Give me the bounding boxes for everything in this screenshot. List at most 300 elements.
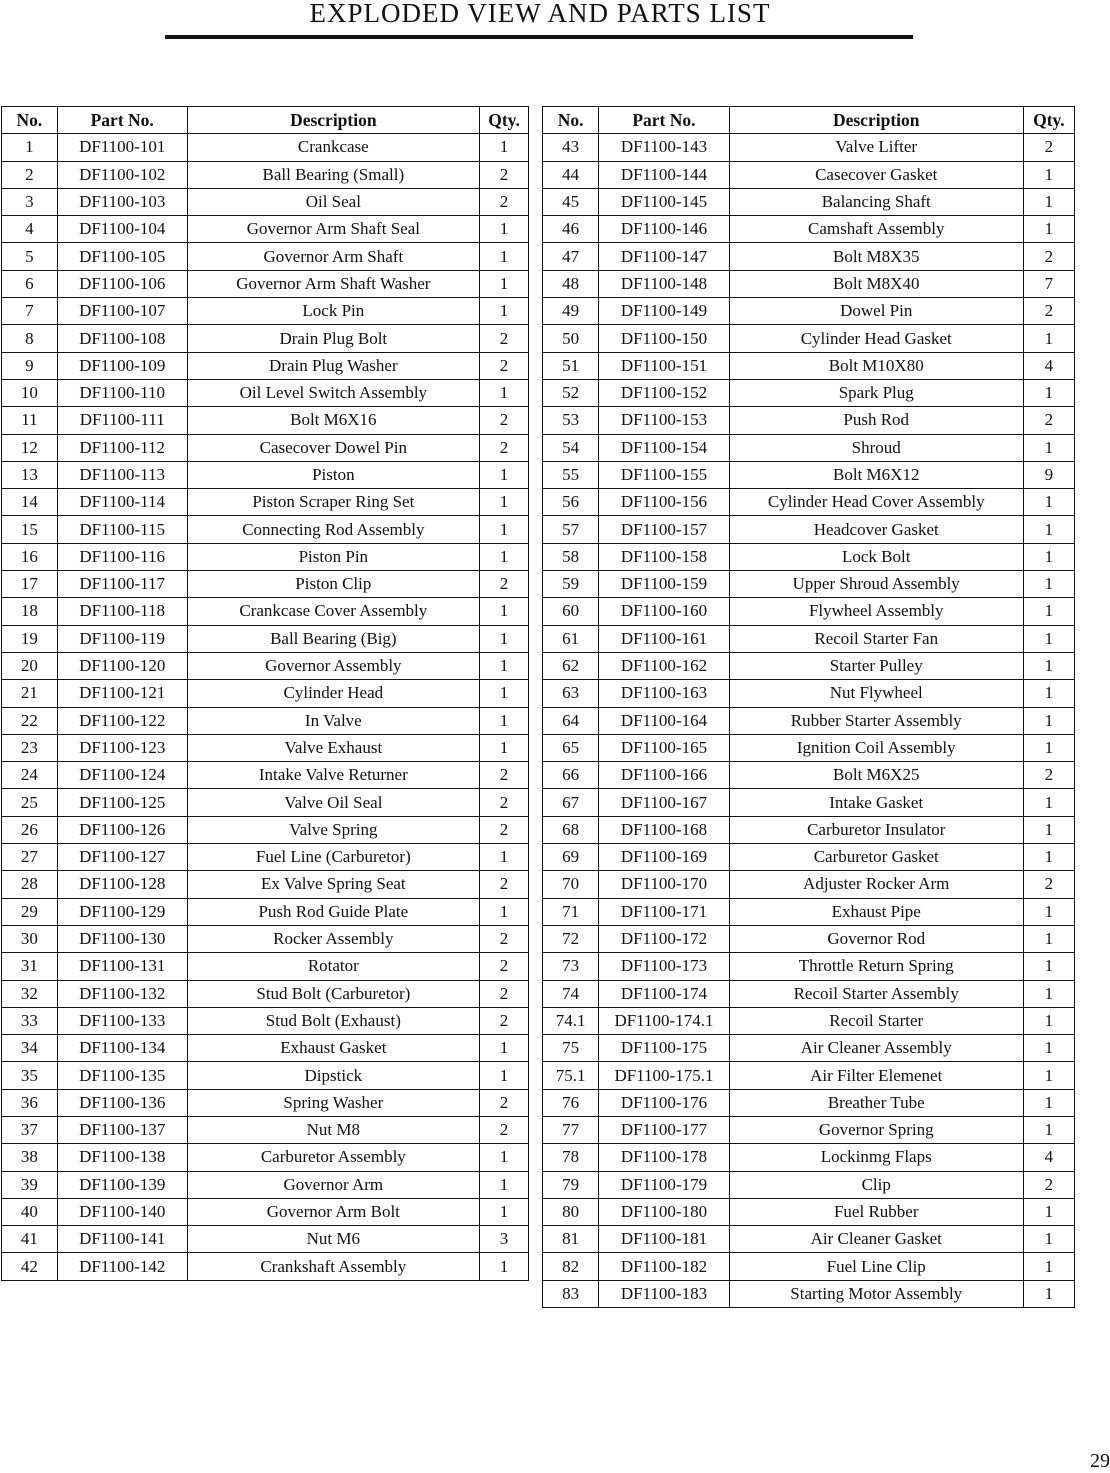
cell-no: 76 xyxy=(543,1089,599,1116)
cell-part-no: DF1100-114 xyxy=(57,489,187,516)
cell-no: 24 xyxy=(2,762,58,789)
cell-no: 47 xyxy=(543,243,599,270)
table-row xyxy=(2,844,529,871)
cell-no: 64 xyxy=(543,707,599,734)
cell-qty: 1 xyxy=(1023,1226,1074,1253)
cell-no: 20 xyxy=(2,652,58,679)
table-row xyxy=(543,707,1075,734)
cell-description: Bolt M6X16 xyxy=(187,407,479,434)
table-row xyxy=(2,789,529,816)
cell-qty: 1 xyxy=(1023,1116,1074,1143)
cell-no: 14 xyxy=(2,489,58,516)
cell-description: Intake Valve Returner xyxy=(187,762,479,789)
cell-no: 4 xyxy=(2,216,58,243)
cell-qty: 1 xyxy=(480,298,529,325)
table-row xyxy=(543,1007,1075,1034)
cell-qty: 2 xyxy=(480,1089,529,1116)
cell-no: 35 xyxy=(2,1062,58,1089)
cell-qty: 9 xyxy=(1023,461,1074,488)
table-row xyxy=(543,1198,1075,1225)
cell-part-no: DF1100-183 xyxy=(599,1280,729,1307)
cell-qty: 2 xyxy=(480,980,529,1007)
cell-description: Push Rod Guide Plate xyxy=(187,898,479,925)
cell-description: Cylinder Head xyxy=(187,680,479,707)
table-row xyxy=(2,379,529,406)
table-row xyxy=(543,953,1075,980)
cell-part-no: DF1100-105 xyxy=(57,243,187,270)
cell-description: Oil Level Switch Assembly xyxy=(187,379,479,406)
table-row xyxy=(543,898,1075,925)
cell-description: Dowel Pin xyxy=(729,298,1023,325)
cell-description: Rotator xyxy=(187,953,479,980)
table-row xyxy=(2,1171,529,1198)
cell-qty: 1 xyxy=(1023,707,1074,734)
table-row xyxy=(2,543,529,570)
cell-no: 1 xyxy=(2,134,58,161)
cell-part-no: DF1100-111 xyxy=(57,407,187,434)
cell-no: 54 xyxy=(543,434,599,461)
table-row xyxy=(543,844,1075,871)
cell-no: 55 xyxy=(543,461,599,488)
cell-part-no: DF1100-178 xyxy=(599,1144,729,1171)
cell-qty: 1 xyxy=(1023,953,1074,980)
cell-qty: 1 xyxy=(1023,680,1074,707)
cell-no: 78 xyxy=(543,1144,599,1171)
cell-description: Camshaft Assembly xyxy=(729,216,1023,243)
cell-description: Governor Spring xyxy=(729,1116,1023,1143)
table-row xyxy=(543,598,1075,625)
table-row xyxy=(543,925,1075,952)
cell-no: 83 xyxy=(543,1280,599,1307)
cell-part-no: DF1100-138 xyxy=(57,1144,187,1171)
table-row xyxy=(543,1226,1075,1253)
cell-description: Crankcase Cover Assembly xyxy=(187,598,479,625)
cell-description: Lockinmg Flaps xyxy=(729,1144,1023,1171)
cell-part-no: DF1100-108 xyxy=(57,325,187,352)
table-row xyxy=(543,516,1075,543)
cell-description: Bolt M10X80 xyxy=(729,352,1023,379)
cell-qty: 1 xyxy=(1023,325,1074,352)
table-row xyxy=(2,434,529,461)
cell-description: Piston Pin xyxy=(187,543,479,570)
cell-qty: 1 xyxy=(1023,925,1074,952)
cell-description: Casecover Dowel Pin xyxy=(187,434,479,461)
cell-qty: 1 xyxy=(480,707,529,734)
cell-description: Ignition Coil Assembly xyxy=(729,734,1023,761)
table-row xyxy=(543,352,1075,379)
cell-description: Bolt M8X35 xyxy=(729,243,1023,270)
cell-no: 69 xyxy=(543,844,599,871)
cell-part-no: DF1100-126 xyxy=(57,816,187,843)
cell-description: Piston xyxy=(187,461,479,488)
table-row xyxy=(2,1198,529,1225)
table-row xyxy=(543,1144,1075,1171)
table-row xyxy=(543,734,1075,761)
cell-part-no: DF1100-170 xyxy=(599,871,729,898)
cell-part-no: DF1100-134 xyxy=(57,1035,187,1062)
cell-no: 13 xyxy=(2,461,58,488)
cell-no: 19 xyxy=(2,625,58,652)
cell-qty: 2 xyxy=(1023,134,1074,161)
cell-qty: 1 xyxy=(1023,1035,1074,1062)
cell-description: Governor Arm Shaft xyxy=(187,243,479,270)
cell-part-no: DF1100-128 xyxy=(57,871,187,898)
cell-no: 31 xyxy=(2,953,58,980)
cell-description: Nut Flywheel xyxy=(729,680,1023,707)
cell-qty: 1 xyxy=(1023,188,1074,215)
cell-part-no: DF1100-118 xyxy=(57,598,187,625)
cell-description: Ex Valve Spring Seat xyxy=(187,871,479,898)
cell-part-no: DF1100-149 xyxy=(599,298,729,325)
cell-qty: 1 xyxy=(480,379,529,406)
cell-description: Dipstick xyxy=(187,1062,479,1089)
cell-qty: 2 xyxy=(480,1116,529,1143)
cell-part-no: DF1100-169 xyxy=(599,844,729,871)
cell-part-no: DF1100-135 xyxy=(57,1062,187,1089)
table-row xyxy=(543,407,1075,434)
table-row xyxy=(543,489,1075,516)
cell-no: 15 xyxy=(2,516,58,543)
cell-part-no: DF1100-113 xyxy=(57,461,187,488)
cell-part-no: DF1100-159 xyxy=(599,571,729,598)
cell-no: 66 xyxy=(543,762,599,789)
cell-part-no: DF1100-102 xyxy=(57,161,187,188)
cell-qty: 2 xyxy=(480,571,529,598)
page-title: EXPLODED VIEW AND PARTS LIST xyxy=(309,0,771,28)
header-no: No. xyxy=(2,107,58,134)
cell-qty: 1 xyxy=(480,680,529,707)
cell-part-no: DF1100-179 xyxy=(599,1171,729,1198)
cell-description: Exhaust Gasket xyxy=(187,1035,479,1062)
cell-description: Carburetor Gasket xyxy=(729,844,1023,871)
cell-no: 34 xyxy=(2,1035,58,1062)
table-row xyxy=(2,980,529,1007)
cell-no: 33 xyxy=(2,1007,58,1034)
cell-part-no: DF1100-174.1 xyxy=(599,1007,729,1034)
cell-part-no: DF1100-153 xyxy=(599,407,729,434)
cell-description: Nut M6 xyxy=(187,1226,479,1253)
cell-no: 74.1 xyxy=(543,1007,599,1034)
cell-part-no: DF1100-104 xyxy=(57,216,187,243)
table-row xyxy=(2,680,529,707)
cell-qty: 1 xyxy=(1023,489,1074,516)
cell-part-no: DF1100-177 xyxy=(599,1116,729,1143)
table-row xyxy=(2,461,529,488)
parts-table-right xyxy=(542,106,1075,1308)
cell-no: 75.1 xyxy=(543,1062,599,1089)
table-row xyxy=(2,325,529,352)
table-row xyxy=(543,1253,1075,1280)
table-row xyxy=(2,598,529,625)
cell-description: Governor Arm Shaft Washer xyxy=(187,270,479,297)
table-row xyxy=(543,816,1075,843)
cell-part-no: DF1100-133 xyxy=(57,1007,187,1034)
cell-part-no: DF1100-166 xyxy=(599,762,729,789)
cell-no: 23 xyxy=(2,734,58,761)
cell-qty: 1 xyxy=(480,1144,529,1171)
cell-qty: 1 xyxy=(1023,571,1074,598)
table-row xyxy=(543,379,1075,406)
cell-description: Crankshaft Assembly xyxy=(187,1253,479,1280)
cell-part-no: DF1100-107 xyxy=(57,298,187,325)
parts-table-right-body xyxy=(543,134,1075,1308)
cell-description: Valve Spring xyxy=(187,816,479,843)
cell-no: 53 xyxy=(543,407,599,434)
cell-description: Oil Seal xyxy=(187,188,479,215)
cell-description: Rocker Assembly xyxy=(187,925,479,952)
cell-description: Valve Lifter xyxy=(729,134,1023,161)
table-row xyxy=(2,1116,529,1143)
cell-description: Valve Oil Seal xyxy=(187,789,479,816)
header-qty: Qty. xyxy=(480,107,529,134)
cell-qty: 2 xyxy=(480,325,529,352)
table-row xyxy=(543,434,1075,461)
cell-part-no: DF1100-168 xyxy=(599,816,729,843)
table-row xyxy=(2,516,529,543)
cell-description: Ball Bearing (Small) xyxy=(187,161,479,188)
cell-qty: 2 xyxy=(1023,871,1074,898)
table-row xyxy=(2,216,529,243)
cell-no: 37 xyxy=(2,1116,58,1143)
cell-description: Fuel Line Clip xyxy=(729,1253,1023,1280)
table-row xyxy=(543,188,1075,215)
table-row xyxy=(2,953,529,980)
cell-qty: 3 xyxy=(480,1226,529,1253)
cell-description: Recoil Starter Assembly xyxy=(729,980,1023,1007)
cell-qty: 1 xyxy=(1023,625,1074,652)
table-row xyxy=(2,489,529,516)
cell-no: 12 xyxy=(2,434,58,461)
cell-no: 57 xyxy=(543,516,599,543)
cell-part-no: DF1100-150 xyxy=(599,325,729,352)
table-row xyxy=(543,680,1075,707)
cell-part-no: DF1100-182 xyxy=(599,1253,729,1280)
cell-part-no: DF1100-137 xyxy=(57,1116,187,1143)
cell-no: 68 xyxy=(543,816,599,843)
cell-description: Stud Bolt (Carburetor) xyxy=(187,980,479,1007)
cell-part-no: DF1100-174 xyxy=(599,980,729,1007)
cell-qty: 1 xyxy=(480,489,529,516)
cell-qty: 1 xyxy=(1023,734,1074,761)
table-row xyxy=(2,734,529,761)
table-row xyxy=(543,1062,1075,1089)
cell-qty: 1 xyxy=(1023,598,1074,625)
table-row xyxy=(2,134,529,161)
cell-part-no: DF1100-110 xyxy=(57,379,187,406)
cell-qty: 1 xyxy=(480,598,529,625)
cell-description: In Valve xyxy=(187,707,479,734)
cell-no: 36 xyxy=(2,1089,58,1116)
cell-description: Balancing Shaft xyxy=(729,188,1023,215)
cell-no: 38 xyxy=(2,1144,58,1171)
cell-part-no: DF1100-165 xyxy=(599,734,729,761)
cell-description: Connecting Rod Assembly xyxy=(187,516,479,543)
cell-part-no: DF1100-156 xyxy=(599,489,729,516)
cell-description: Cylinder Head Gasket xyxy=(729,325,1023,352)
cell-no: 29 xyxy=(2,898,58,925)
cell-no: 61 xyxy=(543,625,599,652)
cell-description: Fuel Rubber xyxy=(729,1198,1023,1225)
cell-qty: 1 xyxy=(480,734,529,761)
table-header-row xyxy=(543,107,1075,134)
cell-part-no: DF1100-161 xyxy=(599,625,729,652)
cell-no: 40 xyxy=(2,1198,58,1225)
cell-part-no: DF1100-130 xyxy=(57,925,187,952)
cell-part-no: DF1100-155 xyxy=(599,461,729,488)
cell-no: 21 xyxy=(2,680,58,707)
cell-part-no: DF1100-143 xyxy=(599,134,729,161)
cell-description: Drain Plug Washer xyxy=(187,352,479,379)
table-row xyxy=(2,1226,529,1253)
cell-no: 3 xyxy=(2,188,58,215)
table-row xyxy=(543,1171,1075,1198)
cell-qty: 2 xyxy=(480,407,529,434)
cell-part-no: DF1100-158 xyxy=(599,543,729,570)
cell-qty: 1 xyxy=(1023,1062,1074,1089)
parts-table-left-body xyxy=(2,134,529,1280)
cell-part-no: DF1100-117 xyxy=(57,571,187,598)
cell-part-no: DF1100-175 xyxy=(599,1035,729,1062)
cell-no: 73 xyxy=(543,953,599,980)
cell-no: 30 xyxy=(2,925,58,952)
table-row xyxy=(2,925,529,952)
cell-qty: 1 xyxy=(480,898,529,925)
table-row xyxy=(2,1253,529,1280)
cell-qty: 1 xyxy=(480,1035,529,1062)
cell-part-no: DF1100-121 xyxy=(57,680,187,707)
cell-description: Governor Arm Shaft Seal xyxy=(187,216,479,243)
cell-qty: 1 xyxy=(1023,789,1074,816)
cell-qty: 2 xyxy=(1023,407,1074,434)
cell-no: 65 xyxy=(543,734,599,761)
cell-qty: 1 xyxy=(480,134,529,161)
cell-qty: 1 xyxy=(1023,1089,1074,1116)
cell-part-no: DF1100-106 xyxy=(57,270,187,297)
cell-qty: 1 xyxy=(480,1171,529,1198)
header-description: Description xyxy=(729,107,1023,134)
table-row xyxy=(2,352,529,379)
cell-description: Rubber Starter Assembly xyxy=(729,707,1023,734)
cell-no: 2 xyxy=(2,161,58,188)
cell-part-no: DF1100-123 xyxy=(57,734,187,761)
cell-no: 67 xyxy=(543,789,599,816)
table-row xyxy=(2,898,529,925)
cell-description: Fuel Line (Carburetor) xyxy=(187,844,479,871)
cell-description: Casecover Gasket xyxy=(729,161,1023,188)
header-qty: Qty. xyxy=(1023,107,1074,134)
cell-no: 77 xyxy=(543,1116,599,1143)
cell-part-no: DF1100-162 xyxy=(599,652,729,679)
cell-no: 82 xyxy=(543,1253,599,1280)
page-number: 29 xyxy=(1090,1450,1110,1472)
cell-qty: 2 xyxy=(480,161,529,188)
table-row xyxy=(2,161,529,188)
cell-description: Carburetor Insulator xyxy=(729,816,1023,843)
table-row xyxy=(543,134,1075,161)
cell-qty: 1 xyxy=(1023,1007,1074,1034)
cell-qty: 1 xyxy=(1023,516,1074,543)
table-row xyxy=(543,543,1075,570)
cell-no: 7 xyxy=(2,298,58,325)
cell-description: Ball Bearing (Big) xyxy=(187,625,479,652)
cell-part-no: DF1100-154 xyxy=(599,434,729,461)
cell-part-no: DF1100-181 xyxy=(599,1226,729,1253)
table-row xyxy=(543,298,1075,325)
cell-qty: 2 xyxy=(1023,298,1074,325)
table-row xyxy=(2,270,529,297)
cell-qty: 2 xyxy=(480,188,529,215)
cell-description: Headcover Gasket xyxy=(729,516,1023,543)
cell-qty: 2 xyxy=(1023,762,1074,789)
cell-description: Upper Shroud Assembly xyxy=(729,571,1023,598)
cell-no: 16 xyxy=(2,543,58,570)
cell-qty: 1 xyxy=(480,1198,529,1225)
cell-no: 6 xyxy=(2,270,58,297)
cell-description: Air Filter Elemenet xyxy=(729,1062,1023,1089)
table-row xyxy=(543,1089,1075,1116)
cell-qty: 1 xyxy=(1023,434,1074,461)
table-row xyxy=(2,407,529,434)
cell-description: Shroud xyxy=(729,434,1023,461)
cell-part-no: DF1100-140 xyxy=(57,1198,187,1225)
cell-description: Crankcase xyxy=(187,134,479,161)
cell-part-no: DF1100-124 xyxy=(57,762,187,789)
cell-part-no: DF1100-116 xyxy=(57,543,187,570)
cell-qty: 1 xyxy=(1023,543,1074,570)
cell-qty: 1 xyxy=(480,216,529,243)
cell-no: 18 xyxy=(2,598,58,625)
cell-description: Flywheel Assembly xyxy=(729,598,1023,625)
cell-no: 9 xyxy=(2,352,58,379)
table-row xyxy=(543,1280,1075,1307)
cell-no: 25 xyxy=(2,789,58,816)
cell-part-no: DF1100-148 xyxy=(599,270,729,297)
cell-description: Stud Bolt (Exhaust) xyxy=(187,1007,479,1034)
cell-part-no: DF1100-152 xyxy=(599,379,729,406)
cell-part-no: DF1100-167 xyxy=(599,789,729,816)
cell-qty: 1 xyxy=(480,652,529,679)
cell-qty: 1 xyxy=(480,543,529,570)
cell-description: Governor Rod xyxy=(729,925,1023,952)
cell-description: Starting Motor Assembly xyxy=(729,1280,1023,1307)
cell-description: Starter Pulley xyxy=(729,652,1023,679)
table-row xyxy=(2,652,529,679)
table-row xyxy=(2,1062,529,1089)
cell-part-no: DF1100-103 xyxy=(57,188,187,215)
header-part-no: Part No. xyxy=(599,107,729,134)
cell-qty: 1 xyxy=(480,844,529,871)
cell-description: Push Rod xyxy=(729,407,1023,434)
cell-no: 79 xyxy=(543,1171,599,1198)
cell-qty: 1 xyxy=(1023,1253,1074,1280)
table-row xyxy=(543,216,1075,243)
cell-description: Recoil Starter Fan xyxy=(729,625,1023,652)
table-row xyxy=(2,1007,529,1034)
cell-no: 70 xyxy=(543,871,599,898)
cell-description: Air Cleaner Assembly xyxy=(729,1035,1023,1062)
cell-no: 81 xyxy=(543,1226,599,1253)
cell-qty: 2 xyxy=(480,871,529,898)
cell-part-no: DF1100-151 xyxy=(599,352,729,379)
cell-description: Lock Bolt xyxy=(729,543,1023,570)
cell-qty: 7 xyxy=(1023,270,1074,297)
table-row xyxy=(543,270,1075,297)
cell-part-no: DF1100-163 xyxy=(599,680,729,707)
cell-part-no: DF1100-141 xyxy=(57,1226,187,1253)
cell-qty: 2 xyxy=(480,1007,529,1034)
cell-qty: 1 xyxy=(480,1062,529,1089)
cell-part-no: DF1100-129 xyxy=(57,898,187,925)
